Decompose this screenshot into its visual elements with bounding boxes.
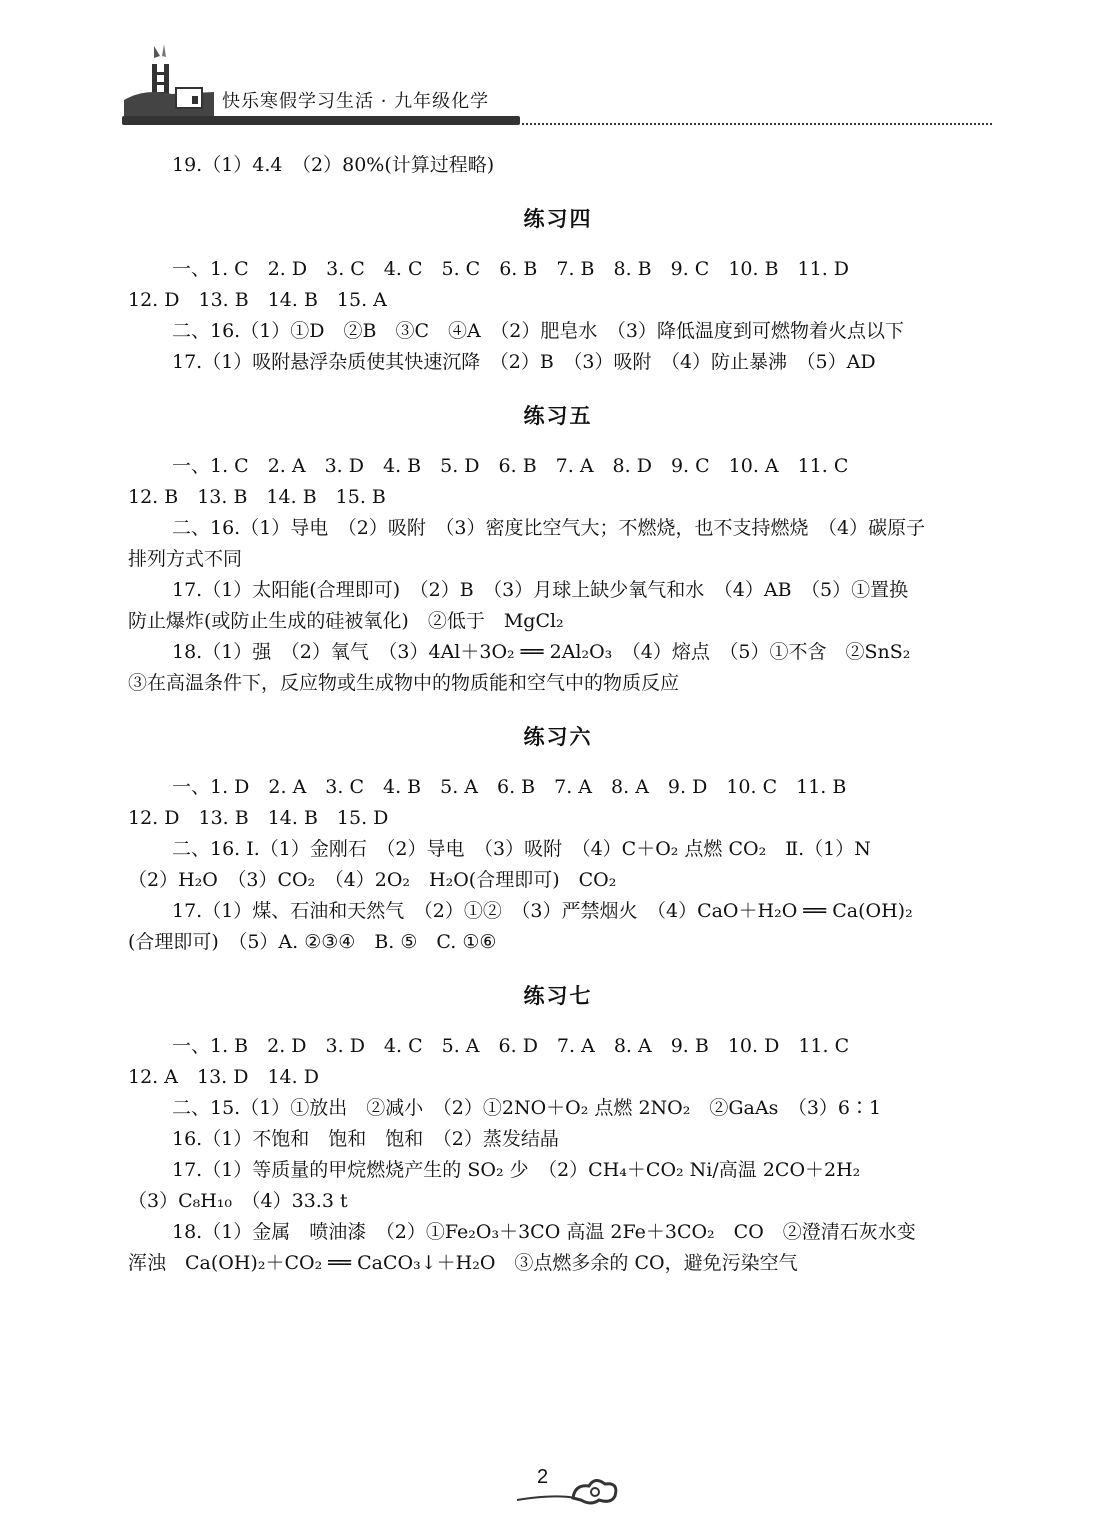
answer-line: 16.（1）不饱和 饱和 饱和 （2）蒸发结晶 <box>172 1128 559 1150</box>
section-title: 练习六 <box>523 724 593 749</box>
page-number: 2 <box>537 1466 549 1488</box>
answer-line: 浑浊 Ca(OH)₂＋CO₂ ══ CaCO₃↓＋H₂O ③点燃多余的 CO，避免污染空气 <box>128 1252 798 1274</box>
page-header <box>122 40 992 130</box>
section-title: 练习七 <box>523 983 593 1008</box>
answer-line: 17.（1）太阳能(合理即可) （2）B （3）月球上缺少氧气和水 （4）AB （5）①置换 <box>172 579 909 601</box>
answer-line: 一、1. D 2. A 3. C 4. B 5. A 6. B 7. A 8. A 9. D 10. C 11. B <box>172 776 847 798</box>
answer-line: 二、16.（1）①D ②B ③C ④A （2）肥皂水 （3）降低温度到可燃物着火点以下 <box>172 320 904 342</box>
answer-line: 一、1. C 2. A 3. D 4. B 5. D 6. B 7. A 8. D 9. C 10. A 11. C <box>172 455 849 477</box>
answer-line: ③在高温条件下，反应物或生成物中的物质能和空气中的物质反应 <box>128 672 680 694</box>
answer-line: (合理即可) （5）A. ②③④ B. ⑤ C. ①⑥ <box>128 931 497 953</box>
answer-line: 12. A 13. D 14. D <box>128 1066 319 1088</box>
answer-line: 12. D 13. B 14. B 15. D <box>128 807 389 829</box>
section-title: 练习四 <box>523 206 593 231</box>
answer-line: 二、16. Ⅰ.（1）金刚石 （2）导电 （3）吸附 （4）C＋O₂ 点燃 CO₂ Ⅱ.（1）N <box>172 838 871 860</box>
answer-line: （3）C₈H₁₀ （4）33.3 t <box>128 1190 348 1212</box>
answer-line: 19.（1）4.4 （2）80%(计算过程略) <box>172 154 495 176</box>
answer-content <box>128 150 988 1279</box>
book-ladder-icon <box>124 44 214 116</box>
section-title: 练习五 <box>523 403 593 428</box>
answer-line: 防止爆炸(或防止生成的硅被氧化) ②低于 MgCl₂ <box>128 610 564 632</box>
answer-line: 17.（1）等质量的甲烷燃烧产生的 SO₂ 少 （2）CH₄＋CO₂ Ni/高温 2CO＋2H₂ <box>172 1159 861 1181</box>
answer-line: 18.（1）强 （2）氧气 （3）4Al＋3O₂ ══ 2Al₂O₃ （4）熔点 （5）①不含 ②SnS₂ <box>172 641 911 663</box>
answer-line: 排列方式不同 <box>128 548 243 570</box>
page-footer <box>515 1466 625 1510</box>
answer-line: （2）H₂O （3）CO₂ （4）2O₂ H₂O(合理即可) CO₂ <box>128 869 617 891</box>
answer-line: 18.（1）金属 喷油漆 （2）①Fe₂O₃＋3CO 高温 2Fe＋3CO₂ CO ②澄清石灰水变 <box>172 1221 916 1243</box>
answer-line: 二、16.（1）导电 （2）吸附 （3）密度比空气大；不燃烧，也不支持燃烧 （4）碳原子 <box>172 517 926 539</box>
answer-line: 17.（1）煤、石油和天然气 （2）①② （3）严禁烟火 （4）CaO＋H₂O ══ Ca(OH)₂ <box>172 900 913 922</box>
header-title: 快乐寒假学习生活 · 九年级化学 <box>222 91 490 112</box>
header-band <box>122 116 520 125</box>
answer-line: 二、15.（1）①放出 ②减小 （2）①2NO＋O₂ 点燃 2NO₂ ②GaAs （3）6∶1 <box>172 1097 882 1119</box>
cloud-swirl-icon <box>515 1470 625 1510</box>
answer-line: 一、1. C 2. D 3. C 4. C 5. C 6. B 7. B 8. B 9. C 10. B 11. D <box>172 258 850 280</box>
answer-line: 12. D 13. B 14. B 15. A <box>128 289 387 311</box>
answer-line: 17.（1）吸附悬浮杂质使其快速沉降 （2）B （3）吸附 （4）防止暴沸 （5）AD <box>172 351 876 373</box>
answer-line: 一、1. B 2. D 3. D 4. C 5. A 6. D 7. A 8. A 9. B 10. D 11. C <box>172 1035 850 1057</box>
answer-line: 12. B 13. B 14. B 15. B <box>128 486 386 508</box>
header-dotted-rule <box>522 123 992 125</box>
